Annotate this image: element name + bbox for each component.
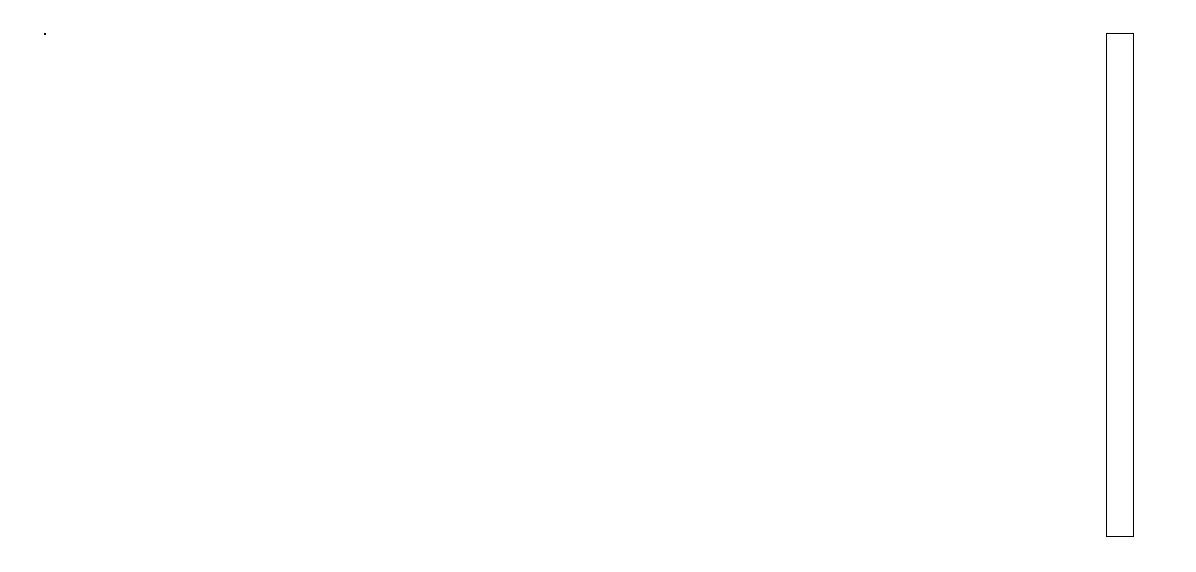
heatmap-plot — [44, 33, 46, 35]
colorbar — [1106, 33, 1134, 537]
